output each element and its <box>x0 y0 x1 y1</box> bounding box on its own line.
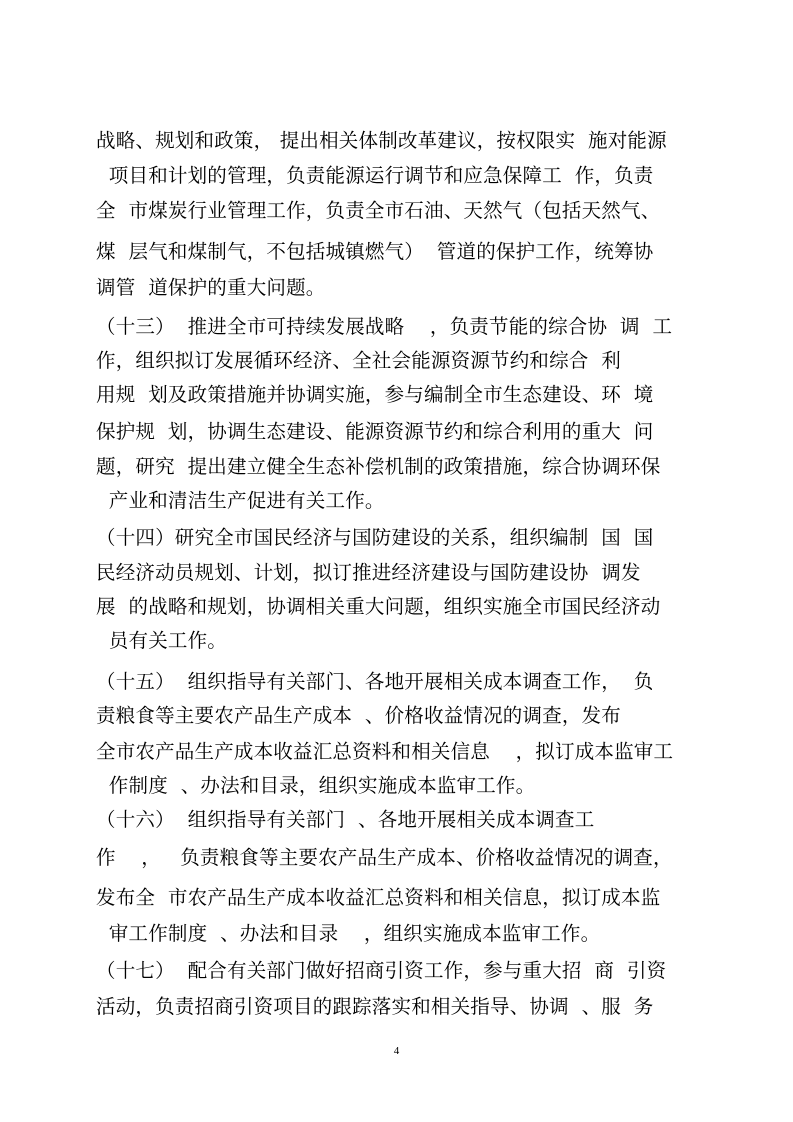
text-line: （十四）研究全市国民经济与国防建设的关系，组织编制 国 国 <box>96 526 654 549</box>
text-line: 审工作制度 、办法和目录 ，组织实施成本监审工作。 <box>96 922 601 945</box>
text-line: （十五） 组织指导有关部门、各地开展相关成本调查工作， 负 <box>96 670 654 693</box>
text-line: 用规 划及政策措施并协调实施，参与编制全市生态建设、环 境 <box>96 383 654 406</box>
text-line: 民经济动员规划、计划，拟订推进经济建设与国防建设协 调发 <box>96 561 641 584</box>
text-line: 战略、规划和政策， 提出相关体制改革建议，按权限实 施对能源 <box>96 129 667 152</box>
text-line: 员有关工作。 <box>96 629 227 652</box>
text-line: 题，研究 提出建立健全生态补偿机制的政策措施，综合协调环保 <box>96 455 661 478</box>
text-line: 活动，负责招商引资项目的跟踪落实和相关指导、协调 、服 务 <box>96 995 654 1018</box>
text-line: 作，组织拟订发展循环经济、全社会能源资源节约和综合 利 <box>96 349 621 372</box>
text-line: （十六） 组织指导有关部门 、各地开展相关成本调查工 <box>96 808 595 831</box>
text-line: 展 的战略和规划，协调相关重大问题，组织实施全市国民经济动 <box>96 595 661 618</box>
text-line: （十七） 配合有关部门做好招商引资工作，参与重大招 商 引资 <box>96 959 667 982</box>
text-line: 作 ， 负责粮食等主要农产品生产成本、价格收益情况的调查， <box>96 846 673 869</box>
page-number: 4 <box>393 1045 400 1057</box>
text-line: 产业和清洁生产促进有关工作。 <box>96 489 385 512</box>
text-line: 作制度 、办法和目录，组织实施成本监审工作。 <box>96 774 536 797</box>
text-line: 保护规 划，协调生态建设、能源资源节约和综合利用的重大 问 <box>96 420 654 443</box>
text-line: 全 市煤炭行业管理工作，负责全市石油、天然气（包括天然气、 <box>96 199 661 222</box>
text-line: 责粮食等主要农产品生产成本 、价格收益情况的调查，发布 <box>96 704 621 727</box>
text-line: 全市农产品生产成本收益汇总资料和相关信息 ，拟订成本监审工 <box>96 740 674 763</box>
text-line: 发布全 市农产品生产成本收益汇总资料和相关信息，拟订成本监 <box>96 886 661 909</box>
text-line: 项目和计划的管理，负责能源运行调节和应急保障工 作，负责 <box>96 164 654 187</box>
text-line: （十三） 推进全市可持续发展战略 ，负责节能的综合协 调 工 <box>96 315 673 338</box>
text-line: 煤 层气和煤制气，不包括城镇燃气） 管道的保护工作，统筹协 <box>96 240 654 263</box>
text-line: 调管 道保护的重大问题。 <box>96 276 326 299</box>
